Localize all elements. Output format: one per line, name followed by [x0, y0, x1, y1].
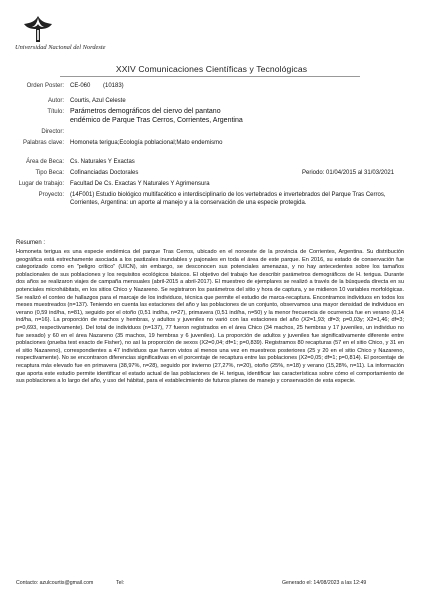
- university-name: Universidad Nacional del Nordeste: [15, 44, 106, 51]
- palabras-value: Homoneta terigua;Ecología poblacional;Mato endemismo: [70, 140, 223, 146]
- resumen-text: Homoneta terigua es una especie endémica del parque Tras Cerros, ubicado en el noroeste de la provincia de Corrientes, Argentina. Su distribución geográfica está estrechamente asociada a los pastizales inundables y pajonales en toda el área de este parque. En 2016, su estado de conservación fue categorizado como en "peligro crítico" (UICN), sin embargo, se desconocen sus potenciales amenazas, y no hay antecedentes sobre los tamaños poblacionales de sus poblaciones y los requisitos ecológicos básicos. El objetivo del trabajo fue describir parámetros demográficos de H. terigua. Durante dos años se realizaron viajes de campaña mensuales (abril-2015 a abril-2017). El muestreo de ejemplares se realizó a través de la búsqueda directa en su potenciales microhábitats, en los sitios Chico y Nazareno. Se registraron los parámetros del sitio y hora de captura, y se midieron 10 variables morfológicas. Se realizó el conteo de hallazgos para el marcaje de los individuos, técnica que permite el estudio de marca-recaptura. Encontramos individuos en todos los meses muestreados (n=137). Teniendo en cuenta las estaciones del año y las poblaciones de un conjunto, observamos una mayor densidad de individuos en verano (0,59 ind/ha, n=81), seguido por el otoño (0,51 ind/ha, n=27), primavera (0,51 ind/ha, n=50) y la menor frecuencia de ocurrencia fue en verano (0,14 ind/ha, n=16). La proporción de machos y hembras, y adultos y juveniles no varió con las estaciones del año (X2=1,93; df=3; p=0,03y; X2=1,46; df=3; p=0,693, respectivamente). Del total de individuos (n=137), 77 fueron registrados en el área Chico (34 machos, 25 hembras y 17 juveniles, un individuo no fue sexado) y 60 en el área Nazareno (35 machos, 19 hembras y 6 juveniles). La proporción de adultos y juveniles fue significativamente diferente entre poblaciones (prueba test exacto de Fisher), no así la proporción de sexos (X2=0,04; df=1; p=0,839). Registramos 80 recapturas (57 en el sitio Chico, y 31 en el sitio Nazareno), correspondientes a 47 individuos que fueron vistos al menos una vez en muestreos posteriores (25 y 20 en el sitio Chico y Nazareno, respectivamente). No se encontraron diferencias significativas en el porcentaje de recaptura entre las poblaciones (X2=0,05; df=1; p=0,814). El porcentaje de recaptura más elevado fue en primavera (38,97%, n=28), seguido por invierno (27,27%, n=20), otoño (25%, n=18) y verano (15,28%, n=11). La información que aporta este estudio permite identificar el estado actual de las poblaciones de H. terigua, identificar las características sobre cómo el comportamiento de sus poblaciones a lo largo del año, y uso del hábitat, para el establecimiento de futuros planes de manejo y conservación de esta especie.: [16, 249, 404, 385]
- footer-generated: Generado el: 14/08/2023 a las 12:49: [282, 580, 367, 586]
- lugar-label: Lugar de trabajo:: [18, 181, 64, 187]
- orden-id: (10183): [103, 83, 124, 89]
- proyecto-value: (14F001) Estudio biológico multifacético e interdisciplinario de los vertebrados e invertebrados del Parque Tras Cerros, Corrientes, Argentina: un aporte al manejo y a la conservación de una especie protegida.: [70, 192, 386, 206]
- resumen-label: Resumen :: [16, 240, 46, 246]
- title-divider: [60, 76, 360, 77]
- page-title: XXIV Comunicaciones Científicas y Tecnológicas: [115, 64, 308, 74]
- proyecto-label: Proyecto:: [38, 192, 64, 198]
- autor-label: Autor:: [47, 98, 64, 104]
- university-seal-icon: [18, 14, 58, 44]
- orden-label: Orden Poster:: [26, 83, 64, 89]
- periodo-value: Periodo: 01/04/2015 al 31/03/2021: [302, 170, 395, 176]
- area-value: Cs. Naturales Y Exactas: [70, 159, 135, 165]
- area-label: Área de Beca:: [25, 159, 64, 165]
- lugar-value: Facultad De Cs. Exactas Y Naturales Y Agrimensura: [70, 181, 210, 187]
- tipo-value: Cofinanciadas Doctorales: [70, 170, 139, 176]
- footer-tel: Tel:: [116, 580, 125, 586]
- tipo-label: Tipo Beca:: [35, 170, 64, 176]
- orden-value: CE-060: [70, 83, 91, 89]
- titulo-line1: Parámetros demográficos del ciervo del pantano: [70, 108, 221, 115]
- titulo-label: Título:: [47, 109, 64, 115]
- titulo-line2: endémico de Parque Tras Cerros, Corrientes, Argentina: [70, 117, 243, 124]
- director-label: Director:: [41, 129, 64, 135]
- footer-contact: Contacto: azulcourtis@gmail.com: [16, 580, 94, 586]
- autor-value: Courtis, Azul Celeste: [70, 98, 126, 104]
- university-logo: [18, 14, 98, 58]
- palabras-label: Palabras clave:: [22, 140, 64, 146]
